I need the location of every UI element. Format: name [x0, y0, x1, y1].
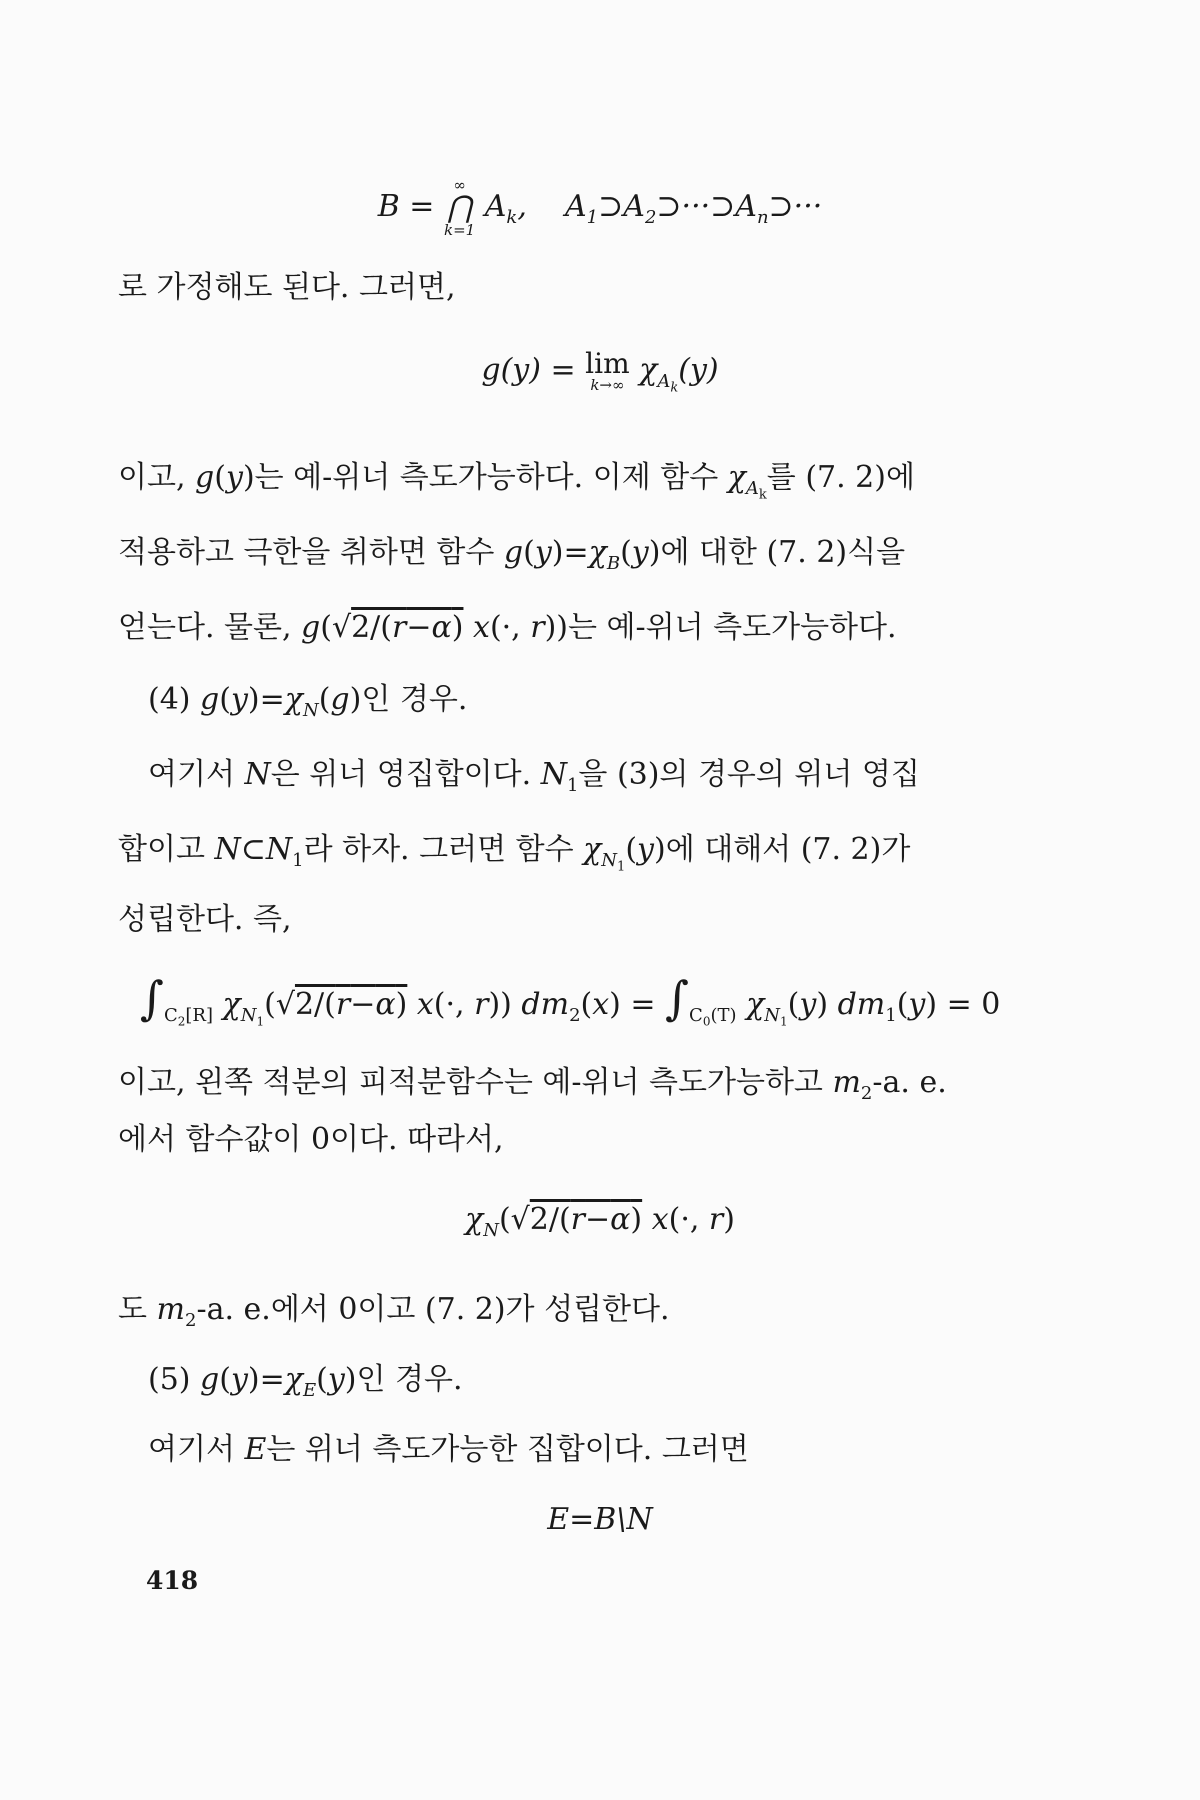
page-number: 418 — [146, 1566, 199, 1595]
paragraph-line: 여기서 N은 위너 영집합이다. $N_1$을 (3)의 경우의 위너 영집 — [148, 757, 920, 796]
case-heading-5: (5) $g(y)=\chi_E(y)$인 경우. — [148, 1362, 463, 1401]
limit-operator: lim k→∞ — [585, 347, 630, 394]
paragraph-line: 이고, g(y)는 예-위너 측도가능하다. 이제 함수 $\chi_{A_k}$를 (7. 2)에 — [118, 460, 915, 503]
paragraph-line: 얻는다. 물론, g(√2/(r−α) x(·, r))는 예-위너 측도가능하다. — [118, 610, 897, 645]
paragraph-line: 이고, 왼쪽 적분의 피적분함수는 예-위너 측도가능하고 $m_2-a$. e. — [118, 1065, 947, 1104]
equation-set-difference: E=B\N — [547, 1502, 653, 1537]
equation-chi-n: $\chi_N(√2/(r-\alpha)$ x(·, r) — [465, 1202, 735, 1241]
equation-integrals: $\int_{C_2[R]}$ $\chi_{N_1}(√2/(r-\alpha)$ x(·, r)) $dm_2(x) = \int_{C_0(T)}$ $\chi_{N_1}(y) dm_1(y) = 0$ — [140, 971, 1001, 1029]
paragraph-line: 로 가정해도 된다. 그러면, — [118, 270, 456, 305]
equation-intersection: B = ∞ ⋂ k=1 $A_k$, $A_1⊃A_2⊃\cdot\cdot\cdot⊃A_n⊃\cdot\cdot\cdot$ — [377, 176, 823, 239]
case-heading-4: (4) $g(y)=\chi_N(g)$인 경우. — [148, 682, 468, 721]
paragraph-line: 여기서 E는 위너 측도가능한 집합이다. 그러면 — [148, 1432, 749, 1467]
paragraph-line: 에서 함수값이 0이다. 따라서, — [118, 1122, 504, 1157]
equation-limit: g(y) = lim k→∞ $\chi_{A_k}(y)$ — [481, 347, 719, 396]
paragraph-line: 적용하고 극한을 취하면 함수 $g(y)=\chi_B(y)$에 대한 (7. 2)식을 — [118, 535, 906, 574]
paragraph-line: 합이고 $N\subset N_1$라 하자. 그러면 함수 $\chi_{N_1}(y)$에 대해서 (7. 2)가 — [118, 832, 911, 875]
paragraph-line: 도 $m_2-a$. e.에서 0이고 (7. 2)가 성립한다. — [118, 1292, 670, 1331]
intersection-operator: ∞ ⋂ k=1 — [443, 176, 476, 239]
paragraph-line: 성립한다. 즉, — [118, 902, 292, 937]
